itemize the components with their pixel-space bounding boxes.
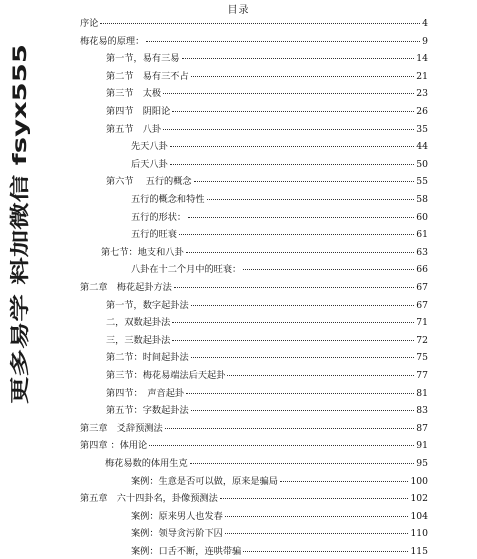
toc-entry-page: 102 (410, 493, 428, 505)
toc-entry-page: 95 (416, 458, 428, 469)
toc-entry[interactable] (106, 369, 428, 383)
toc-entry-label: 八卦在十二个月中的旺衰： (131, 264, 242, 276)
toc-entry-label: 第二节：时间起卦法 (106, 352, 189, 364)
toc-entry-label: 二，双数起卦法 (106, 317, 171, 329)
toc-entry-label: 先天八卦 (131, 141, 168, 153)
toc-entry-page: 21 (416, 70, 428, 82)
toc-entry-label: 第六节 五行的概念 (106, 176, 192, 188)
toc-entry-page: 26 (416, 106, 428, 117)
toc-entry-label: 案例：领导贪污阶下囚 (131, 528, 223, 540)
toc-entry-page: 67 (416, 282, 428, 293)
toc-entry[interactable] (80, 422, 428, 436)
toc-entry-page: 23 (416, 88, 428, 100)
toc-entry-page: 72 (416, 334, 428, 346)
toc-entry[interactable] (106, 334, 428, 348)
toc-entry-page: 77 (416, 370, 428, 381)
toc-entry-label: 案例：原来男人也发春 (131, 510, 223, 522)
toc-leader-dots (186, 251, 415, 253)
toc-entry-label: 后天八卦 (131, 158, 168, 170)
toc-entry[interactable] (105, 457, 428, 471)
toc-leader-dots (174, 286, 414, 288)
toc-entry-label: 第五节 八卦 (106, 123, 162, 135)
toc-entry-label: 第四节 阴阳论 (106, 106, 171, 117)
toc-entry-label: 三，三数起卦法 (106, 334, 171, 346)
toc-leader-dots (165, 427, 415, 429)
toc-entry-page: 66 (416, 264, 428, 276)
toc-entry[interactable] (131, 228, 428, 242)
toc-entry-label: 五行的形状： (131, 211, 187, 223)
toc-entry-label: 第三章 爻辞预测法 (80, 422, 163, 434)
toc-entry[interactable] (106, 351, 428, 365)
toc-entry[interactable] (131, 158, 428, 172)
toc-entry[interactable] (106, 299, 428, 313)
toc-entry[interactable] (131, 140, 428, 154)
toc-entry[interactable] (131, 193, 428, 207)
toc-entry-label: 第七节：地支和八卦 (101, 246, 184, 258)
toc-entry[interactable] (131, 510, 428, 524)
toc-entry-page: 14 (416, 53, 428, 65)
toc-entry[interactable] (106, 52, 428, 66)
toc-entry-label: 第四节： 声音起卦 (106, 387, 185, 399)
toc-leader-dots (172, 110, 414, 112)
toc-entry-page: 67 (416, 299, 428, 311)
toc-entry-page: 60 (416, 211, 428, 223)
toc-entry-page: 75 (416, 352, 428, 364)
toc-leader-dots (194, 180, 415, 182)
toc-entry[interactable] (80, 17, 428, 31)
toc-entry[interactable] (80, 35, 428, 49)
toc-entry-page: 50 (416, 158, 428, 170)
toc-entry-page: 71 (416, 317, 428, 329)
toc-leader-dots (163, 92, 414, 94)
toc-leader-dots (190, 462, 415, 464)
toc-leader-dots (179, 233, 414, 235)
watermark-text: 更多易学 料加微信 fsyx555 (9, 154, 31, 404)
toc-entry[interactable] (106, 404, 428, 418)
toc-entry-page: 61 (416, 229, 428, 241)
toc-leader-dots (225, 515, 409, 517)
toc-entry-label: 第二节 易有三不占 (106, 70, 189, 82)
toc-entry-page: 110 (410, 528, 428, 540)
toc-leader-dots (225, 532, 409, 534)
toc-leader-dots (163, 128, 414, 130)
toc-leader-dots (188, 216, 414, 218)
toc-entry-label: 第三节 太极 (106, 88, 162, 100)
toc-entry-page: 91 (416, 440, 428, 452)
toc-entry[interactable] (106, 123, 428, 137)
toc-entry-label: 第五节：字数起卦法 (106, 405, 189, 417)
toc-leader-dots (172, 321, 414, 323)
toc-entry-page: 4 (422, 18, 428, 29)
toc-entry[interactable] (131, 545, 428, 559)
toc-leader-dots (146, 40, 420, 42)
toc-entry[interactable] (106, 105, 428, 119)
toc-entry[interactable] (106, 87, 428, 101)
toc-entry[interactable] (80, 492, 428, 506)
toc-leader-dots (191, 75, 415, 77)
toc-entry[interactable] (106, 175, 428, 189)
toc-leader-dots (186, 392, 414, 394)
toc-leader-dots (149, 444, 414, 446)
toc-entry[interactable] (106, 70, 428, 84)
toc-leader-dots (172, 339, 414, 341)
toc-entry-label: 案例：生意是否可以做，原来是骗局 (131, 475, 278, 487)
toc-entry-label: 第四章 ：体用论 (80, 440, 148, 452)
toc-entry-label: 第三节：梅花易端法后天起卦 (106, 370, 226, 381)
toc-entry-label: 第一节，易有三易 (106, 53, 180, 65)
toc-leader-dots (170, 145, 415, 147)
toc-leader-dots (170, 163, 415, 165)
toc-entry[interactable] (131, 263, 428, 277)
toc-entry-page: 44 (416, 141, 428, 153)
toc-entry-label: 五行的概念和特性 (131, 194, 205, 205)
toc-entry-label: 序论 (80, 18, 99, 29)
toc-leader-dots (207, 198, 415, 200)
toc-entry[interactable] (131, 211, 428, 225)
toc-entry-label: 梅花易的原理： (80, 35, 145, 47)
toc-entry[interactable] (131, 527, 428, 541)
toc-leader-dots (191, 304, 415, 306)
toc-entry-label: 第一节，数字起卦法 (106, 299, 189, 311)
toc-entry-page: 100 (410, 475, 428, 487)
toc-entry[interactable] (106, 316, 428, 330)
toc-entry-page: 9 (422, 35, 428, 47)
toc-entry-page: 55 (416, 176, 428, 188)
toc-entry-page: 63 (416, 246, 428, 258)
toc-leader-dots (182, 57, 415, 59)
toc-entry-page: 83 (416, 405, 428, 417)
toc-entry-page: 58 (416, 194, 428, 205)
toc-leader-dots (191, 356, 415, 358)
toc-entry[interactable] (101, 246, 428, 260)
toc-entry-page: 81 (416, 387, 428, 399)
toc-entry-page: 115 (410, 546, 428, 557)
toc-entry-page: 87 (416, 422, 428, 434)
toc-leader-dots (243, 550, 408, 552)
toc-title: 目录 (227, 5, 250, 16)
toc-leader-dots (191, 409, 415, 411)
toc-entry-page: 35 (416, 123, 428, 135)
toc-entry[interactable] (80, 281, 428, 295)
toc-entry[interactable] (106, 387, 428, 401)
toc-leader-dots (220, 497, 409, 499)
toc-entry-label: 第五章 六十四卦名，卦像预测法 (80, 493, 218, 505)
toc-entry-label: 第二章 梅花起卦方法 (80, 282, 172, 293)
toc-leader-dots (280, 480, 408, 482)
toc-leader-dots (100, 22, 420, 24)
toc-leader-dots (227, 374, 414, 376)
toc-entry-label: 梅花易数的体用生克 (105, 458, 188, 469)
toc-entry[interactable] (131, 475, 428, 489)
toc-entry-label: 案例：口舌不断，连哄带骗 (131, 546, 242, 557)
toc-entry[interactable] (80, 439, 428, 453)
toc-entry-label: 五行的旺衰 (131, 229, 177, 241)
toc-entry-page: 104 (410, 510, 428, 522)
toc-leader-dots (243, 268, 414, 270)
